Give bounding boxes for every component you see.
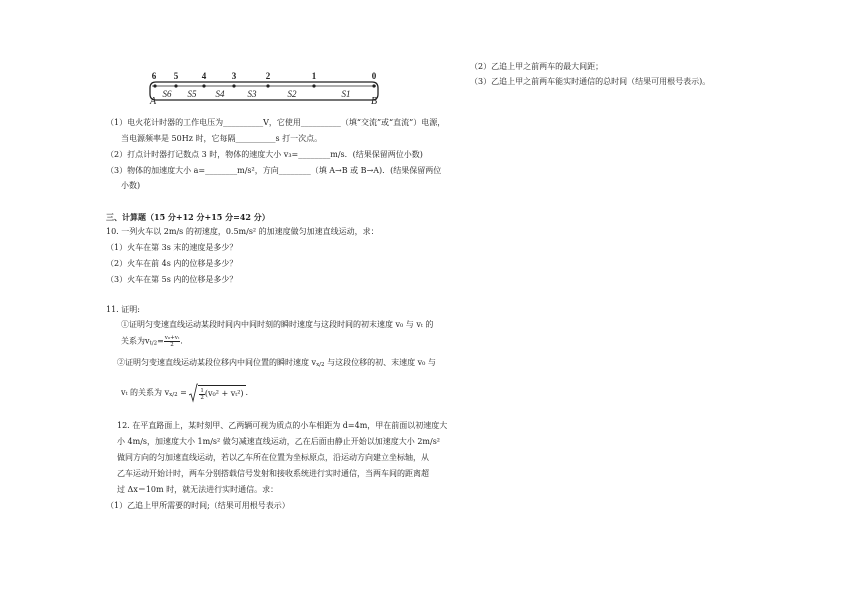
experiment-q3-line2: 小数): [121, 181, 141, 190]
tape-segment-s5: S5: [187, 89, 197, 99]
tape-number-2: 2: [265, 71, 271, 81]
p1-equals: =: [157, 336, 164, 346]
tape-number-4: 4: [201, 71, 207, 81]
right-q3: （3）乙追上甲之前两车能实时通信的总时间（结果可用根号表示)。: [470, 77, 711, 86]
p2-prefix: vₜ 的关系为 v: [121, 388, 170, 397]
problem12-line3: 做同方向的匀加速直线运动，若以乙车所在位置为坐标原点，沿运动方向建立坐标轴，从: [117, 453, 429, 462]
experiment-q2: （2）打点计时器打记数点 3 时，物体的速度大小 v₃=________m/s．(结果保留两位小数): [106, 150, 423, 159]
tape-number-6: 6: [151, 71, 157, 81]
tape-dot-2: [266, 84, 269, 87]
paper-tape-diagram: [146, 70, 382, 106]
experiment-q3-line1: （3）物体的加速度大小 a=________m/s²，方向________（填 A→B 或 B→A)．(结果保留两位: [106, 166, 442, 175]
tape-dot-3: [232, 84, 235, 87]
experiment-q1-line1: （1）电火花计时器的工作电压为__________V，它使用__________（填“交流”或“直流”）电源，: [106, 118, 446, 127]
p2-half-den: 2: [200, 394, 204, 401]
experiment-q1-line2: 当电源频率是 50Hz 时，它每隔__________s 打一次点。: [121, 134, 323, 143]
p1-subscript: t/2: [149, 340, 158, 347]
sqrt-sign-icon: [189, 383, 198, 403]
problem10-q1: （1）火车在第 3s 末的速度是多少？: [106, 243, 238, 252]
p2-line1-subscript: x/2: [316, 362, 325, 368]
right-q2: （2）乙追上甲之前两车的最大间距；: [470, 62, 604, 71]
problem12-line4: 乙车运动开始计时，两车分别搭载信号发射和接收系统进行实时通信，当两车间的距离超: [117, 469, 429, 478]
p2-parenthesis-term: (v₀² + vₜ²): [204, 389, 244, 398]
p2-end: .: [245, 388, 249, 397]
problem11-part2-line2: [121, 383, 248, 405]
p1-numerator: v₀+vₜ: [164, 335, 180, 341]
tape-segment-s4: S4: [215, 89, 225, 99]
tape-dot-5: [174, 84, 177, 87]
problem12-line1: 12. 在平直路面上，某时刻甲、乙两辆可视为质点的小车相距为 d=4m，甲在前面以初速度大: [117, 421, 448, 430]
problem10-q2: （2）火车在前 4s 内的位移是多少？: [106, 259, 238, 268]
tape-number-3: 3: [231, 71, 237, 81]
tape-segment-s3: S3: [247, 89, 257, 99]
tape-number-1: 1: [311, 71, 317, 81]
problem11-part1-line2: [121, 335, 183, 350]
p2-line1-b: 与这段位移的初、末速度 v₀ 与: [324, 358, 436, 367]
p2-half-num: 1: [200, 387, 204, 394]
p2-line1-a: ②证明匀变速直线运动某段位移内中间位置的瞬时速度 v: [117, 358, 317, 367]
tape-dot-0: [372, 84, 375, 87]
tape-dot-1: [312, 84, 315, 87]
p1-prefix: 关系为v: [121, 336, 150, 346]
p1-end: .: [180, 336, 183, 346]
tape-dot-6: [153, 84, 156, 87]
problem10-stem: 10. 一列火车以 2m/s 的初速度，0.5m/s² 的加速度做匀加速直线运动，求：: [106, 227, 379, 236]
problem12-q1: （1）乙追上甲所需要的时间;（结果可用根号表示）: [106, 501, 290, 510]
p2-equals: =: [177, 388, 190, 397]
problem12-line2: 小 4m/s，加速度大小 1m/s² 做匀减速直线运动，乙在后面由静止开始以加速度大小 2m/s²: [117, 437, 441, 446]
tape-end-b: B: [370, 96, 378, 106]
tape-dot-4: [202, 84, 205, 87]
tape-segment-s2: S2: [287, 89, 297, 99]
p2-subscript: x/2: [169, 392, 178, 398]
problem10-q3: （3）火车在第 5s 内的位移是多少？: [106, 275, 238, 284]
problem11-part1-line1: ①证明匀变速直线运动某段时间内中间时刻的瞬时速度与这段时间的初末速度 v₀ 与 vₜ 的: [121, 320, 434, 329]
problem12-line5: 过 Δx＝10m 时，就无法进行实时通信。求：: [117, 485, 279, 494]
p1-fraction: [164, 335, 180, 348]
tape-end-a: A: [149, 96, 157, 106]
problem11-stem: 11. 证明:: [106, 305, 140, 314]
tape-segment-s6: S6: [162, 89, 172, 99]
tape-segment-s1: S1: [341, 89, 351, 99]
tape-number-5: 5: [173, 71, 179, 81]
problem11-part2-line1: [117, 357, 436, 371]
p1-denominator: 2: [170, 342, 174, 348]
tape-number-0: 0: [371, 71, 377, 81]
section-title: 三、计算题（15 分+12 分+15 分=42 分）: [106, 212, 270, 222]
sqrt-expression: [189, 383, 245, 403]
